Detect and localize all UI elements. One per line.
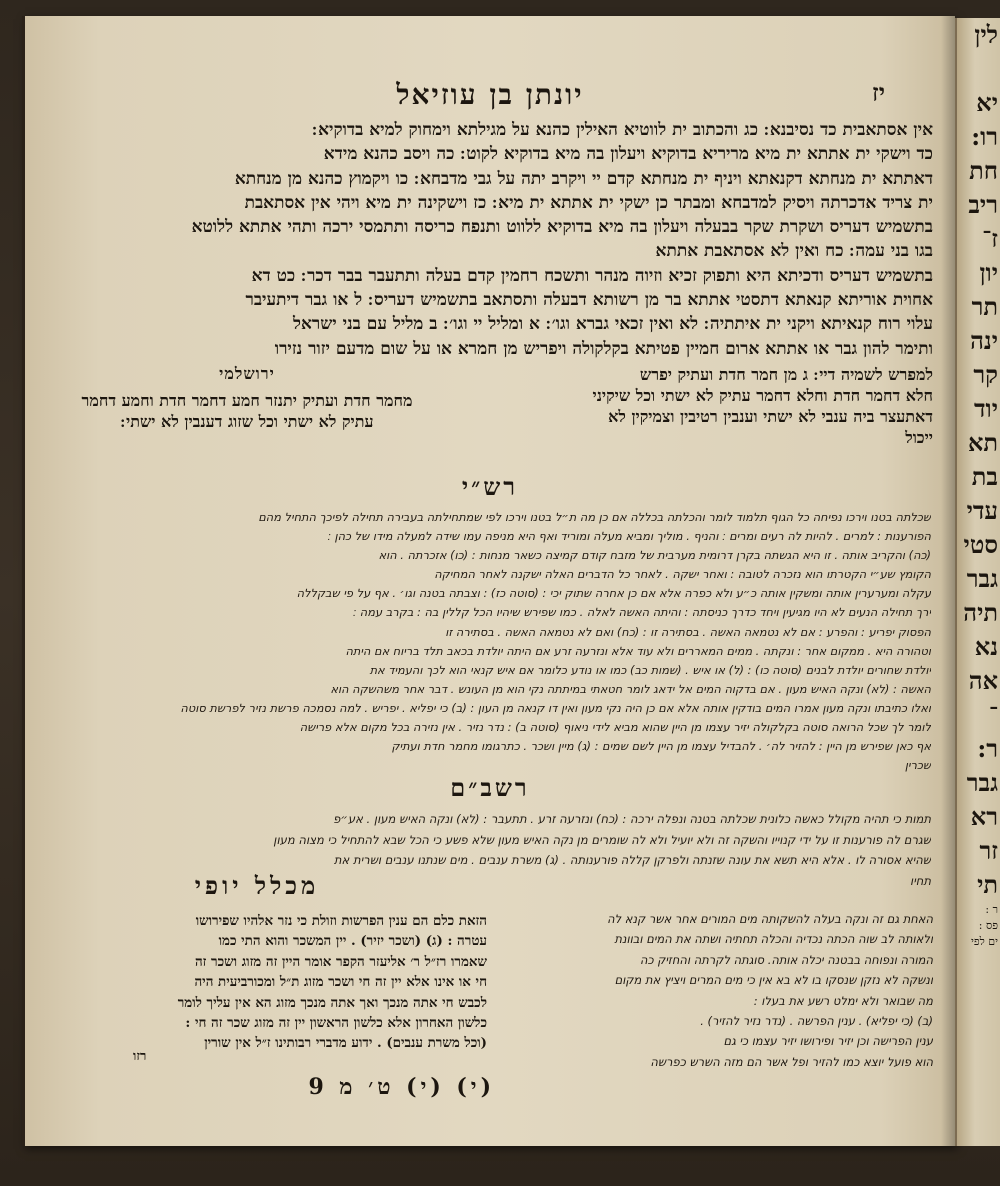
mikhlal-yofi-heading: מכלל יופי [194,871,320,900]
targum-line: דאתתא ית מנחתא דקנאתא ויניף ית מנחתא קדם יי ויקרב יתה על גבי מדבחא ׃ כו ויקמוץ כהנא מן מנחתא [234,168,933,189]
adjacent-page-line: קר [973,360,998,389]
mikhlal-line: האחת גם זה ונקה בעלה להשקותה מים המורים אחר אשר קנא לה [607,912,933,926]
rashi-line: אף כאן שפירש מן היין : להזיר לה׳ . להבדיל עצמו מן היין לשם שמים : (ג) מיין ושכר . כתרגומו מחמר חדת ועתיק [391,739,931,754]
adjacent-page-line: ־ [988,700,998,729]
mikhlal-line: (ב) (כי יפליא) . ענין הפרשה . (נדר נזיר להזיר) . [700,1014,933,1029]
yerushalmi-line: מחמר חדת ועתיק יתנזר חמע דחמר חדת וחמע דחמר [81,391,413,410]
mikhlal-line: ענין הפרישה וכן יזיר ופירושו יזיר עצמו כי גם [723,1034,933,1049]
mikhlal-line: הוא פועל יוצא כמו להזיר ופל אשר הם מזה השרש כפרשה [650,1054,933,1069]
mikhlal-line: כלשון האחרון אלא כלשון הראשון יין זה מזוג שכר זה חי : [185,1015,487,1032]
targum-line: בגו בני עמה ׃ כח ואין לא אסתאבת אתתא [655,241,933,262]
adjacent-page-line: נא [974,632,998,661]
mikhlal-line: מה שבואר ולא ימלט רשע את בעלו : [753,993,933,1008]
adjacent-page-line [957,52,1000,86]
page-number: יז [872,78,885,107]
adjacent-page-line: תיה [963,598,998,627]
rashbam-line: שגרם לה פורענות זו על ידי קנוייו והשקה זה ולא יועיל ולא לה שומרים מן נקה האיש מעון שלא פשע כי הכל שבא להתחיל כי מצוה מעון [273,832,931,847]
rashi-line: עקלה ומערערין אותה ומשקין אותה כ״ע ולא כפרה אלא אם כן אחרה שתוק יכי : (סוטה כז) : וצבתה בטנה וגו׳ . אף על פי שבקללה [296,586,931,601]
targum-line: כד וישקי ית אתתא ית מיא מריריא בדוקיא ויעלון בה מיא בדוקיא לקוט ׃ כה ויסב כהנא מידא [323,144,933,165]
mikhlal-line: חי או אינו אלא יין זה חי ושכר מזוג ת״ל ומכורביעית היה [194,974,487,991]
rashi-line: האשה : (לא) ונקה האיש מעון . אם בדקוה המים אל ידאג לומר חטאתי במיתתה נקי הוא מן העונש . דבר אחר משהשקה הוא [330,681,931,696]
book-page [22,16,955,1146]
rashi-line: לומר לך שכל הרואה סוטה בקלקולה יזיר עצמו מן היין שהוא מביא לידי ניאוף (סוטה ב) : נדר נזיר . אין נזירה בכל מקום אלא פרישה [299,720,931,735]
mikhlal-line: ולאותה לב שוה הכתה נכדיה והכלה תחתיה ושתה את המים ובוונת [614,932,933,947]
adjacent-page-line: חת [969,156,998,185]
onkelos-line: דאתעצר ביה ענבי לא ישתי וענבין רטיבין וצמיקין לא [608,407,933,426]
adjacent-page-line: ריב [968,190,998,219]
adjacent-page-line: יוד [974,394,998,423]
page-title: יונתן בן עוזיאל [396,78,584,111]
adjacent-page-note: ר : [985,903,998,916]
adjacent-page-note: ים לפי [970,935,998,948]
adjacent-page-line: גבר [966,768,998,797]
signature-line: (י) (י) ט׳ מ 9 [308,1074,495,1100]
mikhlal-line: ונשקה לא נזקן שנסקו בו לא בא אין כי מים המרים ויציץ את מקום [614,973,933,988]
adjacent-page-line: תר [971,292,998,321]
adjacent-page-line: רא [970,802,998,831]
adjacent-page-edge [955,18,1000,1146]
adjacent-page-line: יון [979,258,998,287]
adjacent-page-line: לין [974,20,998,49]
rashbam-line: שהיא אסורה לו . אלא היא תשא את עונה שזנתה ולפרקן קללה פורענותה . (ג) משרת ענבים . מים שנתנו ענבים ושרית את [333,853,931,867]
rashi-line: (כה) והקריב אותה . זו היא הגשתה בקרן דרומית מערבית של מזבח קודם קמיצה כשאר מנחות : (כו) אזכרתה . הוא [378,548,931,563]
rashi-heading: רש״י [461,472,519,501]
onkelos-line: למפרש לשמיה דיי ׃ ג מן חמר חדת ועתיק יפרש [639,365,933,384]
onkelos-column [433,364,933,448]
adjacent-page-line: בת [971,462,998,491]
adjacent-page-line: אה [968,666,998,695]
targum-line: ית צריד אדכרתה ויסיק למדבחא ומבתר כן ישקי ית אתתא ית מיא ׃ כז וישקינה ית מיא ויהי אין אסתאבת [244,192,933,213]
adjacent-page-line: ינה [970,326,998,355]
onkelos-line: חלא דחמר חדת וחלא דחמר עתיק לא ישתי וכל שיקיני [592,386,933,405]
mikhlal-line: עטרה : (ג) (ושכר יזיר) . יין המשכר והוא התי כמו [218,933,487,950]
rashbam-heading: רשב״ם [450,773,530,802]
yerushalmi-column [47,364,447,432]
mikhlal-line: הזאת כלם הם ענין הפרשות וזולת כי נזר אלהיו שפירושו [195,913,487,929]
mikhlal-yofi-section [47,871,933,1081]
adjacent-page-line: גבר [966,564,998,593]
mikhlal-line: לכבש חי אתה מנכך ואך אתה מנכך מזוג הא אין עליך לומר [177,994,487,1011]
mikhlal-yofi-left-column [47,911,487,1054]
yerushalmi-line: עתיק לא ישתי וכל שזוג דענבין לא ישתי ׃ [120,412,374,431]
adjacent-page-line: רו: [971,122,998,151]
mikhlal-yofi-right-column [503,909,933,1072]
rashi-line: ירך תחילה הנעים לא היו מגיעין ויחד כדרך כניסתה : והיתה האשה לאלה . כמו שפירש שיהיו הכל קללין בה : בקרב עמה ׃ [352,605,931,620]
rashi-line: יולדת שחורים יולדת לבנים (סוטה כו) : (ל) או איש . (שמות כב) כמו או נודע כלומר אם איש קנאי הוא לכך והעמיד את [369,662,931,677]
rashi-line: שכרין [904,758,931,773]
rashi-line: וטהורה היא . ממקום אחר : ונקתה . ממים המאררים ולא עוד אלא ונזרעה זרע אם היתה יולדת בכאב תלד בריוח אם היתה [345,643,931,658]
spine-shadow [941,16,955,1146]
adjacent-page-line: ז־ [982,224,998,253]
onkelos-line: ייכול [905,428,933,447]
adjacent-page-line: עדי [966,496,998,525]
rashbam-line: תחיו [910,873,931,888]
rashi-line: שכלתה בטנו וירכו נפיחה כל הגוף תלמוד לומר והכלתה בכללה אם כן מה ת״ל בטנו וירכו לפי שמתחילתה בעבירה תחילה לפיכך התחיל מהם [258,510,931,524]
rashi-line: הפסוק יפריע : והפרע : אם לא נטמאה האשה . בסתירה זו : (כח) ואם לא נטמאה האשה . בסתירה זו [445,624,931,639]
mikhlal-line: המורה ונפוחה בבטנה יכלה אותה. סוגתה לקרתה והחזיק כה [639,952,933,967]
catchword: רזו [133,1049,147,1064]
rashi-line: הקומץ שע״י הקטרתו הוא נזכרה לטובה : ואחר ישקה . לאחר כל הדברים האלה ישקנה לאחר המחיקה [434,567,931,582]
targum-line: ותימר להון גבר או אתתא ארום חמיין פטיתא בקלקולה ויפריש מן חמרא או על שום מדעם יזור נזירו [274,338,933,359]
mikhlal-line: שאמרו רז״ל ר׳ אליעזר הקפר אומר היין זה מזוג ושכר זה [194,953,487,970]
targum-line: בתשמיש דעריס ושקרת שקר בבעלה ויעלון בה מיא בדוקיא ללווט ותנפח כריסה ותתמסי ירכה ותהי אתתא ללוטא [191,217,933,238]
targum-line: אחוית אוריתא קנאתא דתסטי אתתא בר מן רשותא דבעלה ותסתאב בתשמיש דעריס ׃ ל או גבר דיתעיבר [245,290,933,311]
rashi-line: ואלו כתיבתו ונקה מעון אמרו המים בודקין אותה אלא אם כן היה נקי מעון ואין דו קנאה מן העון : (ב) כי יפליא . יפריש . למה נסמכה פרשת נזיר לפרשת סוטה [180,700,931,715]
adjacent-page-line: תי [977,870,998,899]
adjacent-page-line: סטי [963,530,998,559]
adjacent-page-line: זר [979,836,998,865]
targum-line: בתשמיש דעריס ודכיתא היא ותפוק זכיא וזיוה מנהר ותשכח רחמין קדם בעלה ותתעבר בבר דכר ׃ כט דא [251,265,933,286]
yerushalmi-heading: ירושלמי [219,364,275,383]
adjacent-page-line: יא [976,88,998,117]
adjacent-page-line: תא [967,428,998,457]
targum-line: עלוי רוח קנאיתא ויקני ית איתתיה ׃ לא ואין זכאי גברא וגו׳ ׃ א ומליל יי וגו׳ ׃ ב מליל עם בני ישראל [293,314,933,335]
rashbam-line: תמות כי תהיה מקולל כאשה כלונית שכלתה בטנה ונפלה ירכה : (כח) ונזרעה זרע . תתעבר : (לא) ונקה האיש מעון . אע״פ [333,812,931,826]
targum-text [47,118,933,361]
targum-columns [47,364,933,474]
rashi-line: הפורענות : למרים . להיות לה רעים ומרים ׃ והניף . מוליך ומביא מעלה ומוריד ואף היא מניפה עמו שידה למעלה מידו של כהן ׃ [327,529,931,544]
targum-line: אין אסתאבית כד נסיבנא ׃ כג והכתוב ית לווטיא האילין כהנא על מגילתא וימחוק למיא בדוקיא ׃ [312,120,933,140]
rashi-commentary [49,508,931,775]
adjacent-page-line: ר: [977,734,998,763]
running-head [55,78,925,118]
adjacent-page-note: פס : [978,919,998,932]
mikhlal-line: (וכל משרת ענבים) . ידוע מדברי רבותינו ז״ל אין שורין [204,1035,487,1052]
